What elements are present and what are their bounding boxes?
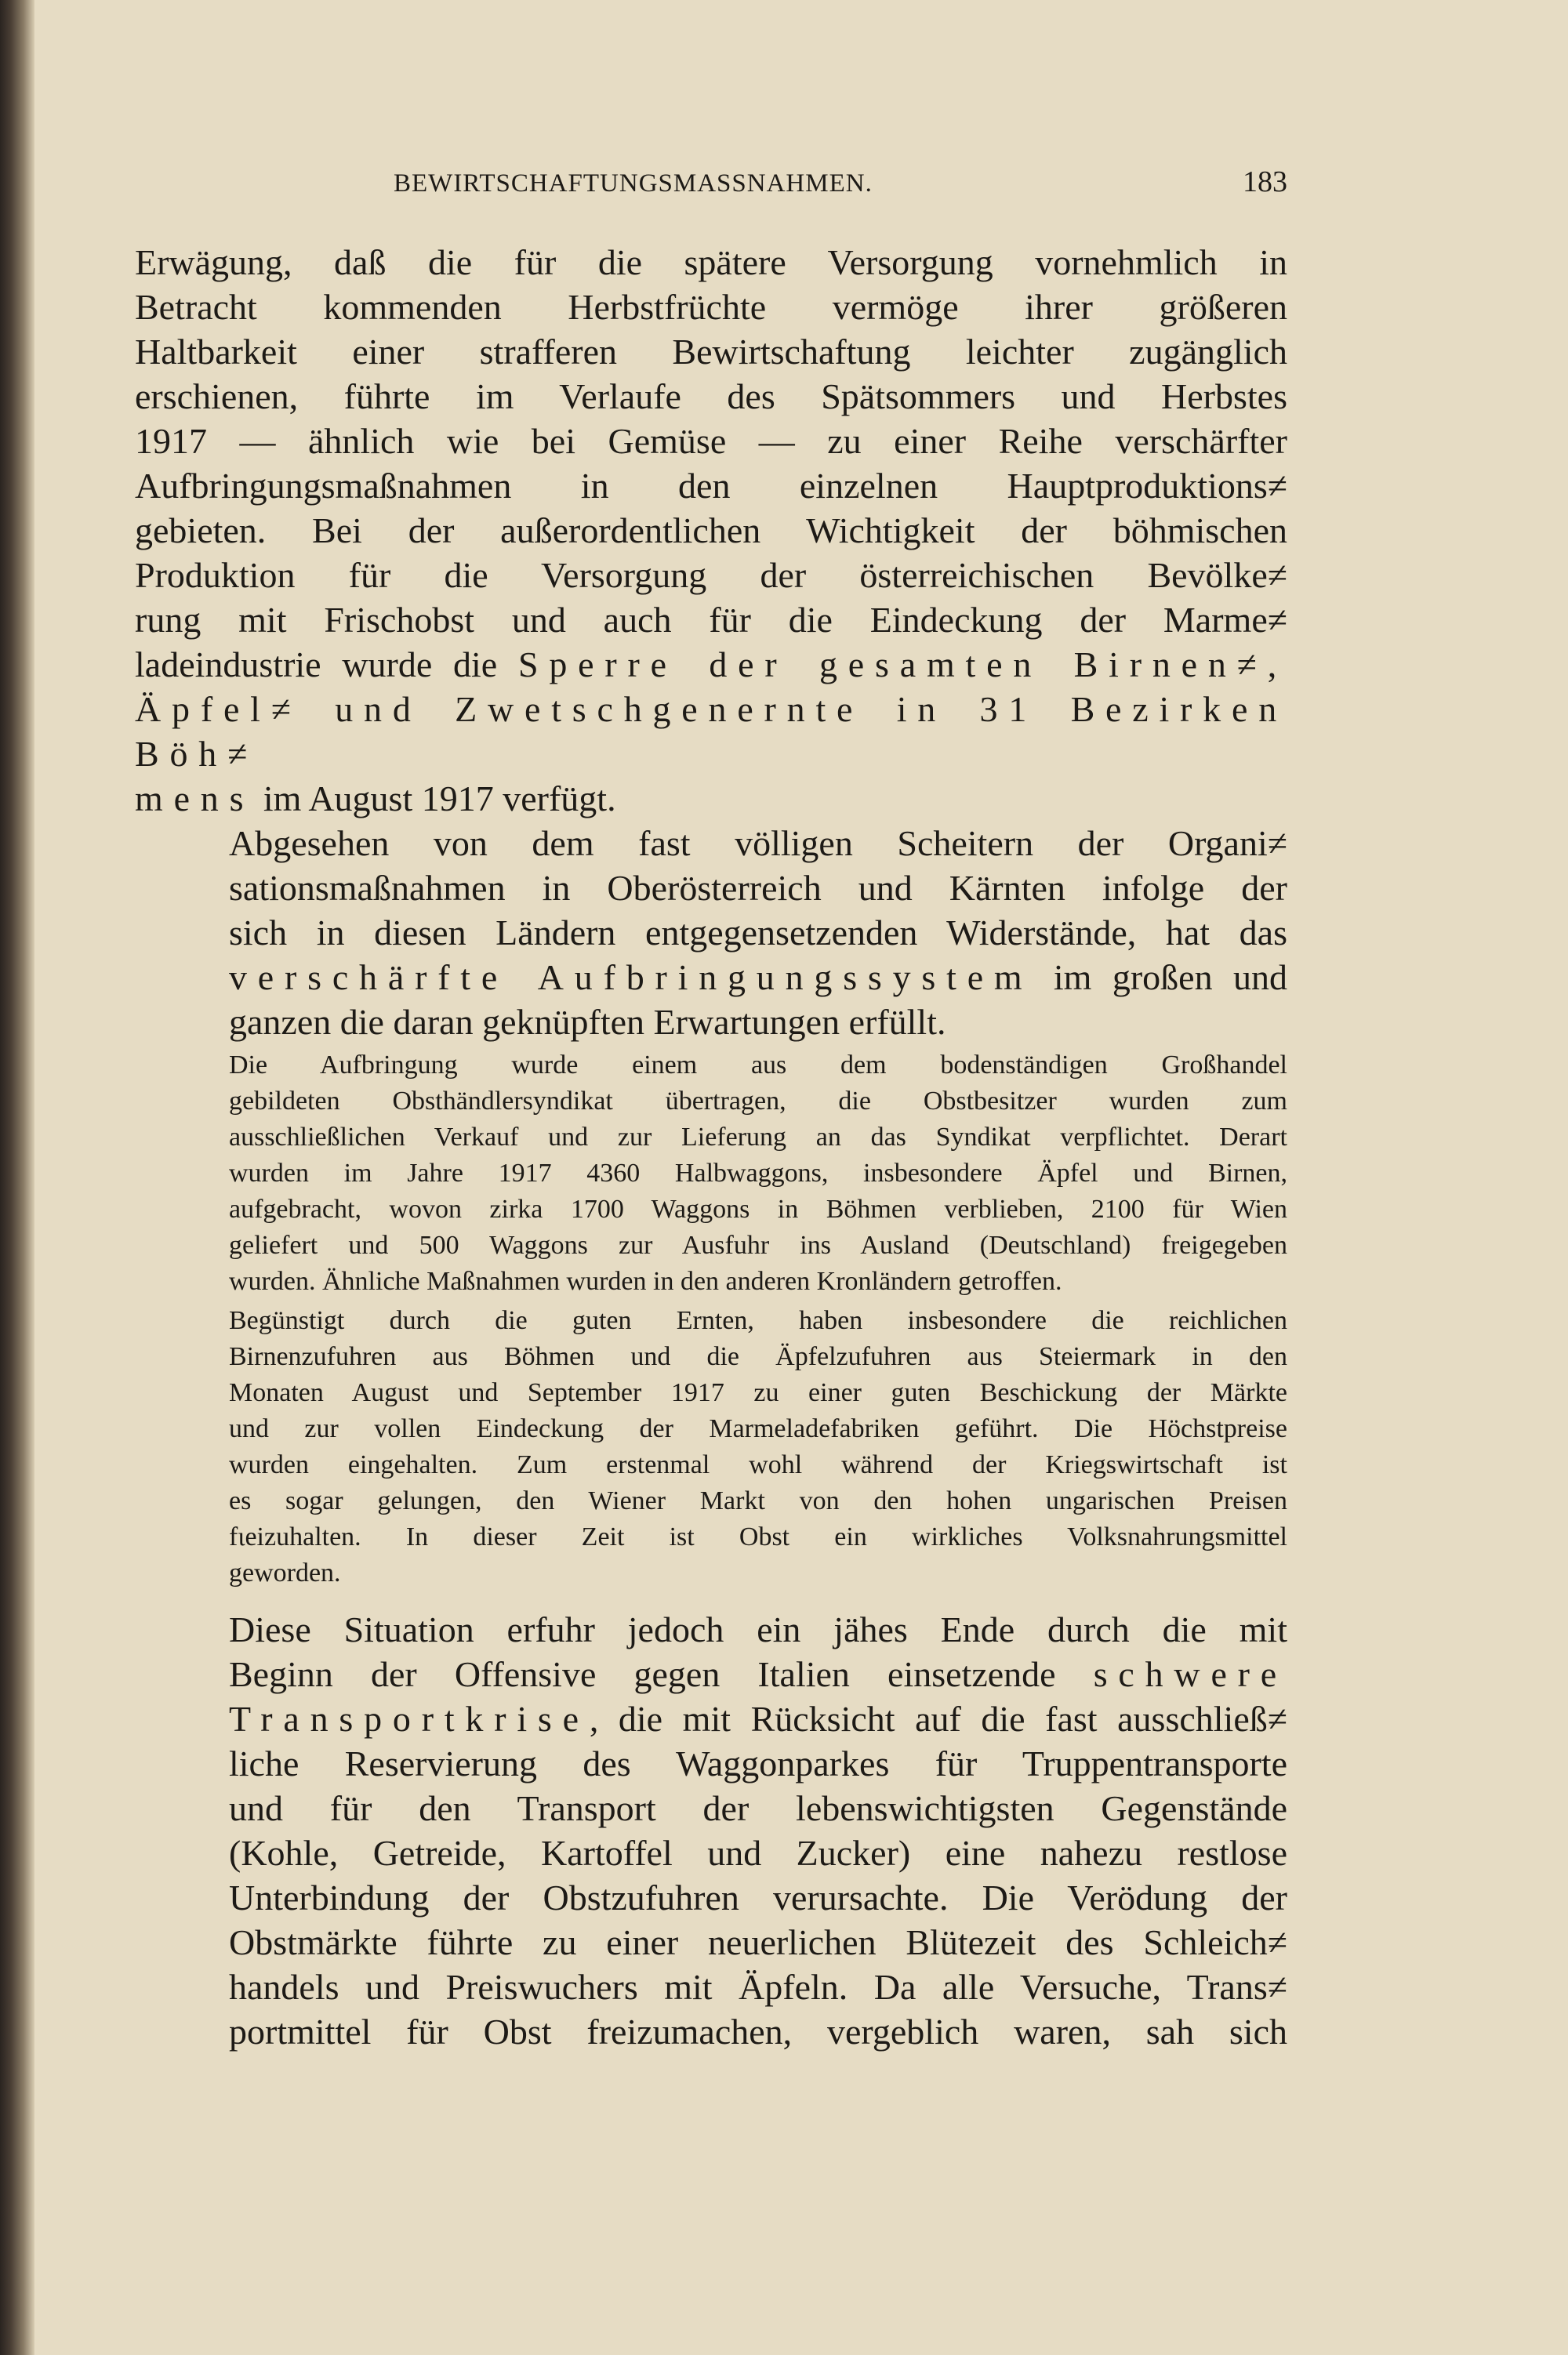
text-line: portmittel für Obst freizumachen, vergeblich waren, sah sich bbox=[229, 2012, 1287, 2052]
text-line: sich in diesen Ländern entgegensetzenden Widerstände, hat das bbox=[229, 913, 1287, 953]
text-run: ladeindustrie wurde die bbox=[135, 644, 518, 684]
paragraph-3 bbox=[135, 1607, 1287, 2054]
text-line: geliefert und 500 Waggons zur Ausfuhr ins Ausland (Deutschland) freigegeben bbox=[229, 1231, 1287, 1260]
page-number: 183 bbox=[1243, 165, 1287, 198]
text-line: wurden. Ähnliche Maßnahmen wurden in den anderen Kronländern getroffen. bbox=[229, 1267, 1062, 1296]
text-line: geworden. bbox=[229, 1559, 341, 1588]
book-page bbox=[135, 165, 1287, 2054]
book-spine-shadow bbox=[0, 0, 34, 2355]
text-line: Betracht kommenden Herbstfrüchte vermöge ihrer größeren bbox=[135, 287, 1287, 327]
text-run: im August 1917 verfügt. bbox=[254, 778, 616, 818]
text-line: Unterbindung der Obstzufuhren verursachte. Die Verödung der bbox=[229, 1878, 1287, 1918]
text-line: Erwägung, daß die für die spätere Versorgung vornehmlich in bbox=[135, 242, 1287, 282]
text-line: Produktion für die Versorgung der österreichischen Bevölke≠ bbox=[135, 555, 1287, 595]
text-line: wurden im Jahre 1917 4360 Halbwaggons, insbesondere Äpfel und Birnen, bbox=[229, 1159, 1287, 1188]
text-run: Beginn der Offensive gegen Italien einsetzende bbox=[229, 1654, 1094, 1694]
text-line: und für den Transport der lebenswichtigsten Gegenstände bbox=[229, 1788, 1287, 1828]
text-line: Monaten August und September 1917 zu einer guten Beschickung der Märkte bbox=[229, 1378, 1287, 1407]
text-line: es sogar gelungen, den Wiener Markt von den hohen ungarischen Preisen bbox=[229, 1486, 1287, 1515]
text-line: fιeizuhalten. In dieser Zeit ist Obst ein wirkliches Volksnahrungsmittel bbox=[229, 1522, 1287, 1551]
text-line: wurden eingehalten. Zum erstenmal wohl während der Kriegswirtschaft ist bbox=[229, 1450, 1287, 1479]
spacer bbox=[135, 1591, 1287, 1607]
emphasized-text: Transportkrise bbox=[229, 1699, 590, 1739]
text-line bbox=[135, 1696, 1287, 1741]
emphasized-text: verschärfte Aufbringungssystem bbox=[229, 957, 1033, 997]
emphasized-text: schwere bbox=[1093, 1654, 1287, 1694]
text-line: sationsmaßnahmen in Oberösterreich und Kärnten infolge der bbox=[229, 868, 1287, 908]
text-line: handels und Preiswuchers mit Äpfeln. Da alle Versuche, Trans≠ bbox=[229, 1967, 1287, 2007]
page-header bbox=[135, 165, 1287, 220]
emphasized-text: mens bbox=[135, 778, 255, 818]
text-line bbox=[135, 1652, 1287, 1696]
text-line: gebildeten Obsthändlersyndikat übertragen, die Obstbesitzer wurden zum bbox=[229, 1087, 1287, 1116]
text-line: ganzen die daran geknüpften Erwartungen erfüllt. bbox=[229, 1002, 946, 1042]
text-line bbox=[135, 955, 1287, 1000]
text-line: Die Aufbringung wurde einem aus dem bodenständigen Großhandel bbox=[229, 1050, 1287, 1080]
text-run: , die mit Rücksicht auf die fast ausschließ≠ bbox=[589, 1699, 1287, 1739]
text-run: im großen und bbox=[1033, 957, 1288, 997]
text-line: Aufbringungsmaßnahmen in den einzelnen Hauptproduktions≠ bbox=[135, 466, 1287, 506]
text-line: (Kohle, Getreide, Kartoffel und Zucker) eine nahezu restlose bbox=[229, 1833, 1287, 1873]
text-line: erschienen, führte im Verlaufe des Spätsommers und Herbstes bbox=[135, 376, 1287, 416]
text-line: Abgesehen von dem fast völligen Scheitern der Organi≠ bbox=[229, 823, 1287, 863]
text-line: ausschließlichen Verkauf und zur Lieferung an das Syndikat verpflichtet. Derart bbox=[229, 1123, 1287, 1152]
text-line: und zur vollen Eindeckung der Marmeladefabriken geführt. Die Höchstpreise bbox=[229, 1414, 1287, 1443]
text-line bbox=[135, 776, 1287, 821]
text-line: Haltbarkeit einer strafferen Bewirtschaftung leichter zugänglich bbox=[135, 332, 1287, 372]
text-line: 1917 — ähnlich wie bei Gemüse — zu einer Reihe verschärfter bbox=[135, 421, 1287, 461]
text-line: liche Reservierung des Waggonparkes für Truppentransporte bbox=[229, 1744, 1287, 1783]
paragraph-1 bbox=[135, 240, 1287, 821]
text-line: rung mit Frischobst und auch für die Eindeckung der Marme≠ bbox=[135, 600, 1287, 640]
text-line: Diese Situation erfuhr jedoch ein jähes Ende durch die mit bbox=[229, 1609, 1287, 1649]
running-head: BEWIRTSCHAFTUNGSMASSNAHMEN. bbox=[394, 169, 873, 198]
small-print-note-2 bbox=[135, 1303, 1287, 1591]
text-line: aufgebracht, wovon zirka 1700 Waggons in Böhmen verblieben, 2100 für Wien bbox=[229, 1195, 1287, 1224]
small-print-note-1 bbox=[135, 1047, 1287, 1300]
text-line: Begünstigt durch die guten Ernten, haben insbesondere die reichlichen bbox=[229, 1306, 1287, 1335]
text-line: Birnenzufuhren aus Böhmen und die Äpfelzufuhren aus Steiermark in den bbox=[229, 1342, 1287, 1371]
text-line: gebieten. Bei der außerordentlichen Wichtigkeit der böhmischen bbox=[135, 510, 1287, 550]
text-line bbox=[135, 642, 1287, 687]
emphasized-text: Äpfel≠ und Zwetschgenernte in 31 Bezirken Böh≠ bbox=[135, 689, 1287, 774]
emphasized-text: Sperre der gesamten Birnen≠, bbox=[517, 644, 1287, 684]
paragraph-2 bbox=[135, 821, 1287, 1044]
text-line: Obstmärkte führte zu einer neuerlichen Blütezeit des Schleich≠ bbox=[229, 1922, 1287, 1962]
